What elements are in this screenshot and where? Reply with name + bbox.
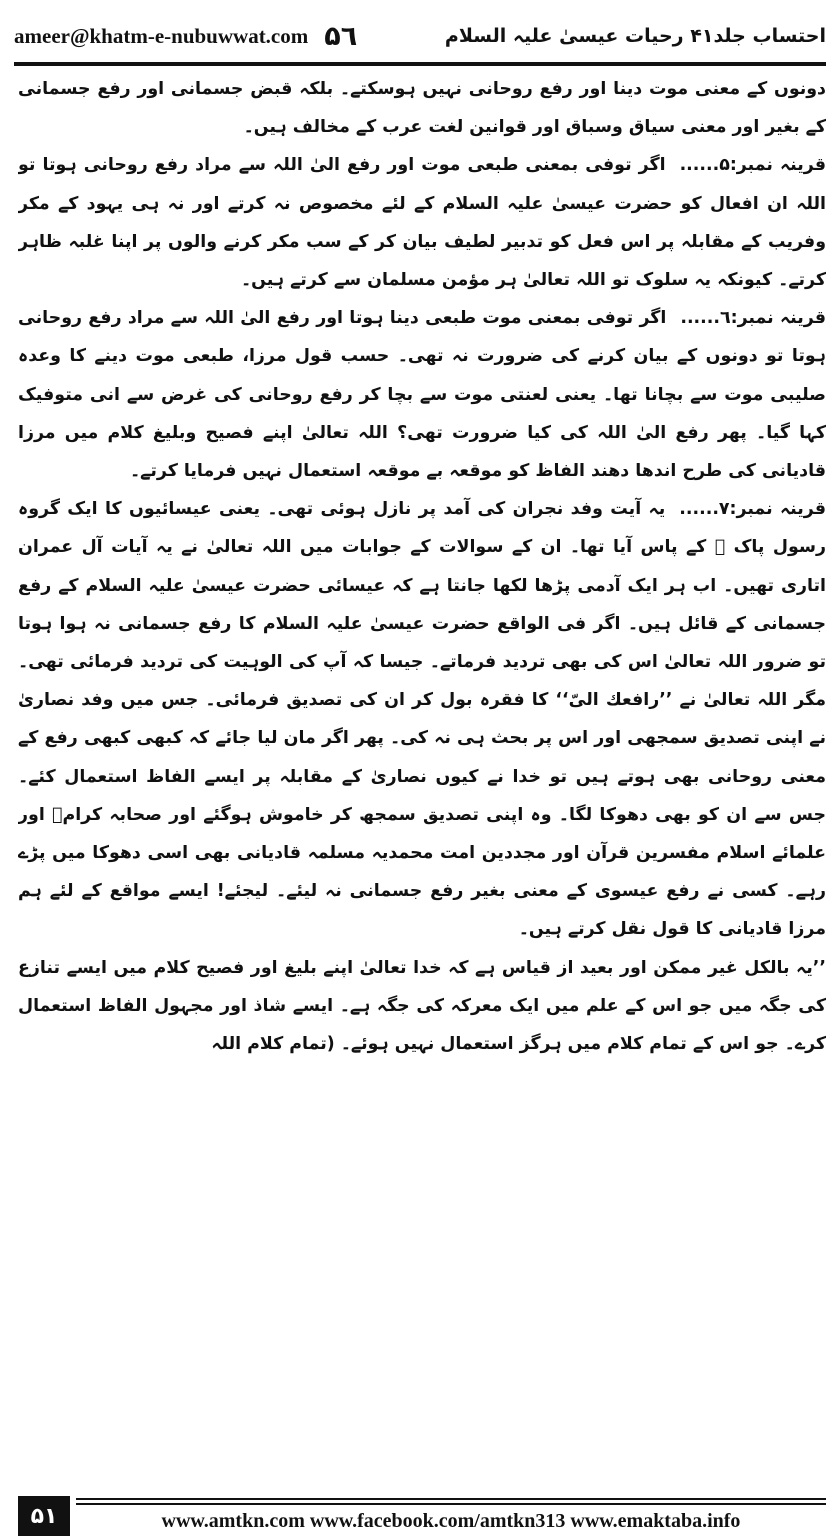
paragraph-qarina-5 bbox=[18, 146, 826, 299]
book-title: احتساب جلد۴۱ رحیات عیسیٰ علیہ السلام bbox=[444, 25, 826, 47]
page-header bbox=[14, 18, 826, 54]
qarina-5-text: اگر توفی بمعنی طبعی موت اور رفع الیٰ اللہ سے مراد رفع روحانی ہوتا تو اللہ ان افعال کو حضرت عیسیٰ علیہ السلام کے لئے مخصوص نہ کرتے اور نہ ہی یہود کے مکر وفریب کے مقابلہ پر اس فعل کو تدبیر لطیف بیان کر کے سب مکر کرنے والوں پر اپنا غلبہ ظاہر کرتے۔ کیونکہ یہ سلوک تو اللہ تعالیٰ ہر مؤمن مسلمان سے کرتے ہیں۔ bbox=[18, 155, 826, 291]
qarina-6-label: قرینہ نمبر:٦...... bbox=[680, 308, 826, 329]
page-body bbox=[18, 70, 826, 1482]
qarina-7-label: قرینہ نمبر:۷...... bbox=[679, 499, 826, 520]
page-footer bbox=[14, 1496, 826, 1536]
qarina-5-label: قرینہ نمبر:۵...... bbox=[679, 155, 826, 176]
paragraph-qarina-6 bbox=[18, 299, 826, 490]
header-page-number: ۵٦ bbox=[324, 20, 358, 52]
header-email[interactable]: ameer@khatm-e-nubuwwat.com bbox=[14, 23, 309, 48]
quote-text: ’’یہ بالکل غیر ممکن اور بعید از قیاس ہے کہ خدا تعالیٰ اپنے بلیغ اور فصیح کلام میں ایسے تنازع کی جگہ میں جو اس کے علم میں ایک معرکہ کی جگہ ہے۔ ایسے شاذ اور مجہول الفاظ استعمال کرے۔ جو اس کے تمام کلام میں ہرگز استعمال نہیں ہوئے۔ (تمام کلام اللہ bbox=[18, 957, 826, 1055]
footer-rules bbox=[76, 1498, 826, 1508]
paragraph-qarina-7 bbox=[18, 490, 826, 948]
header-rule bbox=[14, 62, 826, 66]
qarina-7-text: یہ آیت وفد نجران کی آمد پر نازل ہوئی تھی۔ یعنی عیسائیوں کا ایک گروہ رسول پاک ﷺ کے پاس آیا تھا۔ ان کے سوالات کے جوابات میں اللہ تعالیٰ نے یہ آیات آل عمران اتاری تھیں۔ اب ہر ایک آدمی پڑھا لکھا جانتا ہے کہ عیسائی حضرت عیسیٰ علیہ السلام کے رفع جسمانی کے قائل ہیں۔ اگر فی الواقع حضرت عیسیٰ علیہ السلام کا رفع جسمانی نہ ہوا ہوتا تو ضرور اللہ تعالیٰ اس کی بھی تردید فرماتے۔ جیسا کہ آپ کی الوہیت کی تردید فرمائی تھی۔ مگر اللہ تعالیٰ نے ’’رافعك الیّ‘‘ کا فقرہ بول کر ان کی تصدیق فرمائی۔ جس میں وفد نصاریٰ نے اپنی تصدیق سمجھی اور اس پر بحث ہی نہ کی۔ پھر اگر مان لیا جائے کہ کبھی کبھی رفع کے معنی روحانی بھی ہوتے ہیں تو خدا نے کیوں نصاریٰ کے مقابلہ پر ایسے الفاظ استعمال کئے۔ جس سے ان کو بھی دھوکا لگا۔ وہ اپنی تصدیق سمجھ کر خاموش ہوگئے اور صحابہ کرامؓ اور علمائے اسلام مفسرین قرآن اور مجددین امت محمدیہ مسلمہ قادیانی بھی اسی دھوکا میں پڑے رہے۔ کسی نے رفع عیسوی کے معنی بغیر رفع جسمانی نہ لیئے۔ لیجئے! ایسے مواقع کے لئے ہم مرزا قادیانی کا قول نقل کرتے ہیں۔ bbox=[18, 499, 826, 940]
paragraph-1 bbox=[18, 70, 826, 146]
paragraph-quote bbox=[18, 949, 826, 1064]
footer-page-number: ۵۱ bbox=[18, 1496, 70, 1536]
footer-urls[interactable]: www.amtkn.com www.facebook.com/amtkn313 www.emaktaba.info bbox=[161, 1510, 741, 1532]
paragraph-1-text: دونوں کے معنی موت دینا اور رفع روحانی نہیں ہوسکتے۔ بلکہ قبض جسمانی اور رفع جسمانی کے بغیر اور معنی سیاق وسباق اور قوانین لغت عرب کے مخالف ہیں۔ bbox=[18, 79, 826, 138]
header-left bbox=[14, 21, 357, 52]
qarina-6-text: اگر توفی بمعنی موت طبعی دینا ہوتا اور رفع الیٰ اللہ سے مراد رفع روحانی ہوتا تو دونوں کے بیان کرنے کی ضرورت نہ تھی۔ حسب قول مرزا، طبعی موت دینے کا وعدہ صلیبی موت سے بچانا تھا۔ یعنی لعنتی موت سے بچا کر رفع روحانی کی غرض سے انی متوفیک کہا گیا۔ پھر رفع الیٰ اللہ کی کیا ضرورت تھی؟ اللہ تعالیٰ اپنے فصیح وبلیغ کلام میں مرزا قادیانی کی طرح اندھا دھند الفاظ کو موقعہ بے موقعہ استعمال نہیں فرمایا کرتے۔ bbox=[18, 308, 826, 482]
